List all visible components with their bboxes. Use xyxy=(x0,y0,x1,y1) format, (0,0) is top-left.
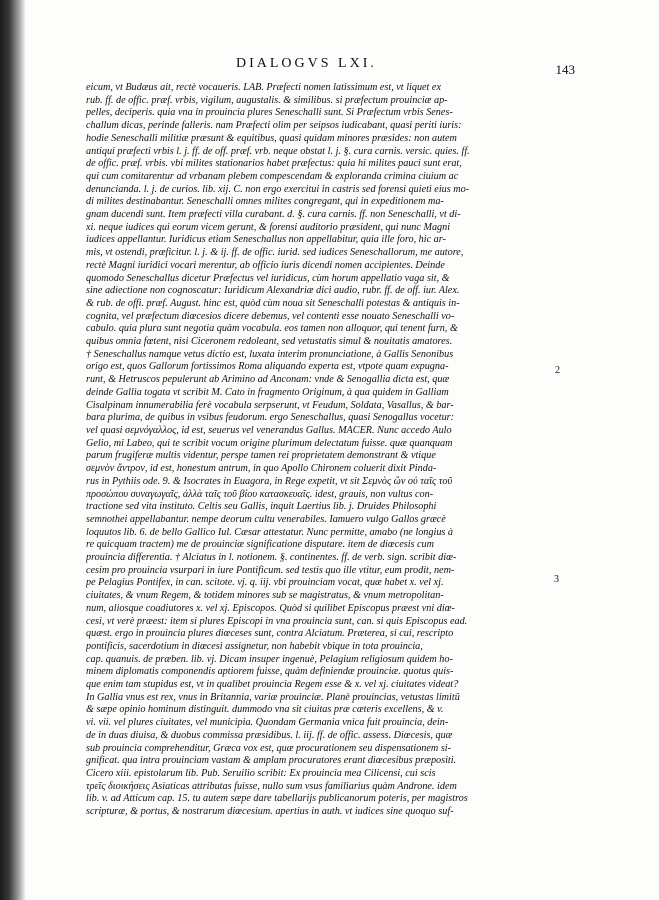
text-line: In Gallia vnus est rex, vnus in Britannia, variæ prouinciæ. Planè prouincias, vetustas limitû xyxy=(86,691,460,703)
text-line: gnificat. qua intra prouinciam vastam & amplam procuratores erant diœcesibus præpositi. xyxy=(86,755,457,767)
text-line: quæst. ergo in prouincia plures diœceses sunt, contra Alciatum. Præterea, si cui, rescripto xyxy=(86,628,454,640)
text-line: sine adiectione non cognoscatur: Iuridicum Alexandriæ dici audio, rubr. ff. de off. iur. Alex. xyxy=(86,285,460,297)
text-line: prouincia differentia. † Alciatus in l. notionem. §. continentes. ff. de verb. sign. scribit diœ- xyxy=(86,552,457,564)
text-line: † Seneschallus namque vetus dictio est, luxata interim pronunciatione, à Gallis Senonibus xyxy=(86,348,454,360)
text-line: rub. ff. de offic. præf. vrbis, vigilum, augustalis. & similibus. si præfectum prouinciæ ap- xyxy=(86,94,448,106)
text-line: loquutos lib. 6. de bello Gallico Iul. Cæsar attestatur. Nunc permitte, amabo (ne longius à xyxy=(86,526,454,538)
text-line: quomodo Seneschallus dicetur Præfectus vel iuridicus, cùm horum appellatio vaga sit, & xyxy=(86,272,450,284)
text-line: cesim pro prouincia vsurpari in iure Pontificum. sed testis quo ille vtitur, eum prodit, nem- xyxy=(86,564,455,576)
text-line: tractione sed vita instituto. Celtis seu Gallis, inquit Laertius lib. j. Druides Philosophi xyxy=(86,501,437,513)
marginal-note-2: 2 xyxy=(555,365,560,376)
body-text xyxy=(86,82,542,819)
text-line: de offic. præf. vrbis. vbi milites stationarios habet præfectus: quia hi milites pauci sunt erat, xyxy=(86,158,462,170)
text-line: mis, vt ostendi, præficitur. l. j. & ij. ff. de offic. iurid. sed iudices Seneschallorum, me autore, xyxy=(86,247,464,259)
text-line: iudices appellantur. Iuridicus etiam Seneschallus non appellabitur, quia ille foro, hic ar- xyxy=(86,234,446,246)
text-line: denuncianda. l. j. de curios. lib. xij. C. non ergo exercitui in castris sed forensi quieti eius mo- xyxy=(86,183,470,195)
text-line: rectè Magni iuridici vocari merentur, ab officio iuris dicendi nomen accipientes. Deinde xyxy=(86,259,445,271)
text-line: cap. quanuis. de præben. lib. vj. Dicam insuper ingenuè, Pelagium religiosum quidem ho- xyxy=(86,653,453,665)
text-line: προσώπου συναγωγαῖς, ἀλλὰ ταῖς τοῦ βίου κατασκευαῖς. idest, grauis, non vultus con- xyxy=(86,488,434,500)
text-line: scripturæ, & portus, & nostrarum diœcesium. apertius in auth. vt iudices sine quoquo suf- xyxy=(86,806,454,818)
text-line: di milites destinabantur. Seneschalli omnes milites congregant, qui in expeditionem ma- xyxy=(86,196,444,208)
text-line: Cicero xiii. epistolarum lib. Pub. Seruilio scribit: Ex prouincia mea Cilicensi, cui scis xyxy=(86,767,436,779)
page-gutter-shadow xyxy=(0,0,26,900)
text-line: & sæpe opinio hominum distinguit. dummodo vna sit ciuitas præ cæteris excellens, & v. xyxy=(86,704,444,716)
text-line: lib. v. ad Atticum cap. 15. tu autem sæpe dare tabellarijs publicanorum poteris, per magistros xyxy=(86,793,468,805)
text-line: xi. neque iudices qui eorum vicem gerunt, & forensi auditorio præsident, qui nunc Magni xyxy=(86,221,451,233)
text-line: antiqui præfecti vrbis l. j. ff. de off. præf. vrb. neque obstat l. j. §. cura carnis. versic. quies. ff. xyxy=(86,145,470,157)
text-line: que enim tam stupidus est, vt in qualibet prouincia Regem esse & x. vel xj. ciuitates videat? xyxy=(86,679,459,691)
text-line: σεμνὸν ἄντρον, id est, honestum antrum, in quo Apollo Chironem coluerit dixit Pinda- xyxy=(86,463,437,475)
text-line: parum frugiferæ multis videntur, perspe tamen rei proprietatem demonstrant & vtique xyxy=(86,450,436,462)
text-line: de in duas diuisa, & duobus commissa præsidibus. l. iij. ff. de offic. assess. Diœcesis, quæ xyxy=(86,729,453,741)
text-line: τρεῖς διοικήσεις Asiaticas attributas fuisse, nullo sum vsus familiarius quàm Androne. idem xyxy=(86,780,457,792)
text-line: origo est, quos Gallorum fortissimos Roma aliquando experta est, vtpote quam expugna- xyxy=(86,361,449,373)
text-line: cesi, vt verè præest: item si plures Episcopi in vna prouincia sunt, can. si quis Episcopus ead. xyxy=(86,615,468,627)
text-line: pelles, deciperis. quia vna in prouincia plures Seneschalli sunt. Si Præfectum vrbis Senes- xyxy=(86,107,453,119)
running-title: DIALOGVS LXI. xyxy=(236,56,377,71)
text-line: cognita, vel præfectum diœcesios dicere debemus, vel contenti esse nouato Seneschalli vo- xyxy=(86,310,455,322)
text-line: vel quasi σεμνόγαλλος, id est, seuerus vel venerandus Gallus. MACER. Nunc accedo Aulo xyxy=(86,424,452,436)
marginal-note-3: 3 xyxy=(554,574,559,585)
text-line: qui cum comitarentur ad vrbanam plebem compescendam & exploranda crimina ciuium ac xyxy=(86,170,459,182)
text-line: minem diplomatis componendis aptiorem fuisse, quàm definiendæ prouinciæ. quotus quis- xyxy=(86,666,454,678)
text-line: vi. vii. vel plures ciuitates, vel municipia. Quondam Germania vnica fuit prouincia, dein- xyxy=(86,717,449,729)
text-line: re quicquam tractem) me de prouinciæ significatione disputare. item de diœcesis cum xyxy=(86,539,435,551)
text-line: gnam ducendi sunt. Item præfecti villa curabant. d. §. cura carnis. ff. non Seneschalli, vt di- xyxy=(86,209,461,221)
text-line: rus in Pythiis ode. 9. & Isocrates in Euagora, in Rege expetit, vt sit Σεμνὸς ὢν οὐ ταῖς τοῦ xyxy=(86,475,453,487)
text-line: hodie Seneschalli militiæ præsunt & equitibus, quasi quidam minores præsides: non autem xyxy=(86,132,457,144)
text-line: quibus omnia fœtent, nisi Ciceronem redoleant, sed vetustatis simul & nouitatis amatores. xyxy=(86,336,453,348)
page-number: 143 xyxy=(555,62,575,77)
text-line: pontificis, sacerdotium in diœcesi assignetur, non habebit vbique in tota prouincia, xyxy=(86,640,423,652)
text-line: runt, & Hetruscos pepulerunt ab Arimino ad Anconam: vnde & Senogallia dicta est, quæ xyxy=(86,374,450,386)
text-line: & rub. de offi. præf. August. hinc est, quòd cùm noua sit Seneschalli potestas & antiquis in- xyxy=(86,297,460,309)
text-line: Cisalpinam innumerabilia ferè vocabula serpserunt, vt Feudum, Soldata, Vasallus, & bar- xyxy=(86,399,454,411)
text-line: Gelio, mi Labeo, qui te scribit vocum origine plurimum delectatum fuisse. quæ quanquam xyxy=(86,437,453,449)
text-line: eicum, vt Budæus ait, rectè vocaueris. LAB. Præfecti nomen latissimum est, vt liquet ex xyxy=(86,82,441,93)
text-line: challum dicas, perinde falleris. nam Præfecti olim per seipsos iudicabant, quasi periti iuris: xyxy=(86,120,462,132)
text-line: sub prouincia comprehenditur, Græca vox est, quæ procurationem seu dispensationem si- xyxy=(86,742,452,754)
text-line: deinde Gallia togata vt scribit M. Cato in fragmento Originum, à qua quidem in Galliam xyxy=(86,386,449,398)
text-line: ciuitates, & vnum Regem, & totidem minores sub se magistratus, & vnum metropolitan- xyxy=(86,590,444,602)
text-line: bara plurima, de quibus in vsibus feudorum. ergo Seneschallus, quasi Senogallus vocetur: xyxy=(86,412,455,424)
text-line: cabulo. quia plura sunt negotia quàm vocabula. eos tamen non alloquor, qui tenent furn, & xyxy=(86,323,458,335)
text-line: semnothei appellabantur. nempe deorum cultu venerabiles. Iamuero vulgo Gallos græcè xyxy=(86,513,446,525)
text-line: pe Pelagius Pontifex, in can. scitote. vj. q. iij. vbi prouinciam vocat, quæ habet x. vel xj. xyxy=(86,577,444,589)
text-line: num, aliosque coadiutores x. vel xj. Episcopos. Quòd si quilibet Episcopus præest vni diœ- xyxy=(86,602,455,614)
